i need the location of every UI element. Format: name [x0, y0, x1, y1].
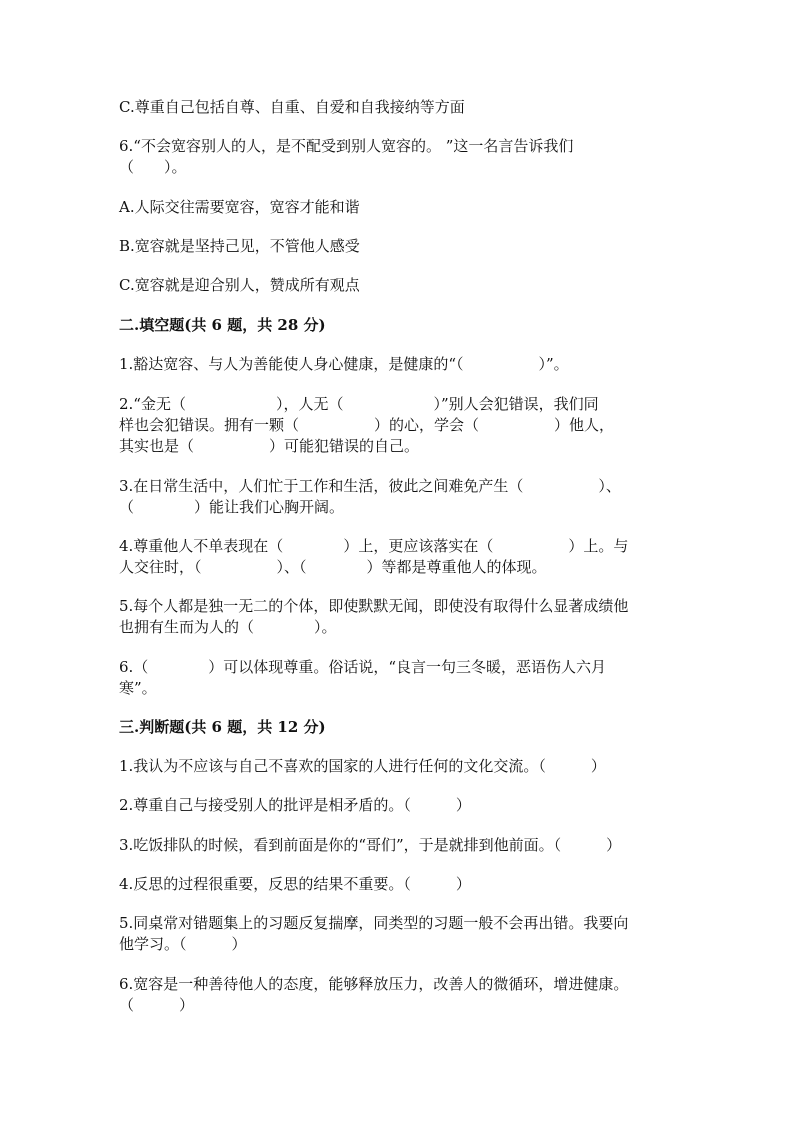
- q6-option-a: A.人际交往需要宽容，宽容才能和谐: [119, 198, 360, 216]
- judge-q5-line2: 他学习。（ ）: [119, 935, 247, 953]
- judge-q2: 2.尊重自己与接受别人的批评是相矛盾的。（ ）: [119, 796, 471, 814]
- q6-stem-line1: 6.“不会宽容别人的人，是不配受到别人宽容的。 ”这一名言告诉我们: [119, 137, 574, 155]
- judge-q3: 3.吃饭排队的时候，看到前面是你的“哥们”，于是就排到他前面。（ ）: [119, 836, 622, 854]
- fill-section-heading: 二.填空题(共 6 题，共 28 分): [119, 316, 326, 334]
- fill-q2-line2: 样也会犯错误。拥有一颗（ ）的心，学会（ ）他人，: [119, 416, 615, 434]
- fill-q6-line2: 寒”。: [119, 679, 157, 697]
- judge-q4: 4.反思的过程很重要，反思的结果不重要。（ ）: [119, 875, 471, 893]
- fill-q4-line1: 4.尊重他人不单表现在（ ）上，更应该落实在（ ）上。与: [119, 537, 629, 555]
- judge-section-heading: 三.判断题(共 6 题，共 12 分): [119, 718, 326, 736]
- fill-q3-line1: 3.在日常生活中，人们忙于工作和生活，彼此之间难免产生（ ）、: [119, 477, 621, 495]
- fill-q5-line2: 也拥有生而为人的（ ）。: [119, 618, 337, 636]
- fill-q4-line2: 人交往时，（ ）、（ ）等都是尊重他人的体现。: [119, 558, 547, 576]
- fill-q2-line1: 2.“金无（ ），人无（ ）”别人会犯错误，我们同: [119, 395, 599, 413]
- fill-q1: 1.豁达宽容、与人为善能使人身心健康，是健康的“（ ）”。: [119, 355, 569, 373]
- judge-q1: 1.我认为不应该与自己不喜欢的国家的人进行任何的文化交流。（ ）: [119, 757, 606, 775]
- fill-q3-line2: （ ）能让我们心胸开阔。: [119, 498, 345, 516]
- judge-q6-line2: （ ）: [119, 996, 195, 1014]
- judge-q6-line1: 6.宽容是一种善待他人的态度，能够释放压力，改善人的微循环，增进健康。: [119, 975, 629, 993]
- q5-option-c: C.尊重自己包括自尊、自重、自爱和自我接纳等方面: [119, 98, 465, 116]
- fill-q5-line1: 5.每个人都是独一无二的个体，即使默默无闻，即使没有取得什么显著成绩他: [119, 597, 629, 615]
- q6-stem-line2: （ ）。: [119, 158, 187, 176]
- fill-q6-line1: 6.（ ）可以体现尊重。俗话说，“良言一句三冬暖，恶语伤人六月: [119, 658, 606, 676]
- q6-option-c: C.宽容就是迎合别人，赞成所有观点: [119, 276, 360, 294]
- judge-q5-line1: 5.同桌常对错题集上的习题反复揣摩，同类型的习题一般不会再出错。我要向: [119, 914, 629, 932]
- fill-q2-line3: 其实也是（ ）可能犯错误的自己。: [119, 437, 420, 455]
- q6-option-b: B.宽容就是坚持己见，不管他人感受: [119, 237, 360, 255]
